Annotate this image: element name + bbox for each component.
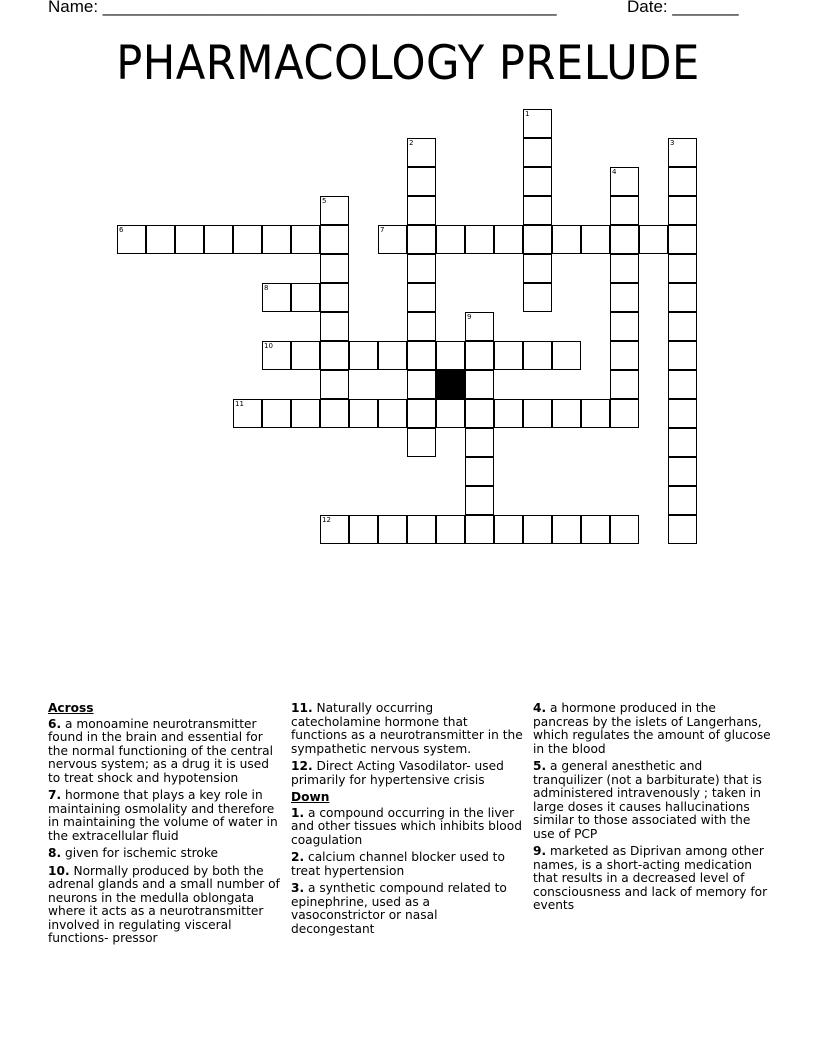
across-heading: Across [48,701,94,715]
grid-cell[interactable] [465,457,494,486]
grid-cell[interactable] [494,399,523,428]
grid-cell[interactable] [320,312,349,341]
grid-cell[interactable] [262,399,291,428]
clues-column-2 [291,702,523,940]
clue-across-10: 10. Normally produced by both the adrenal glands and a small number of neurons in the medulla oblongata where it acts as a neurotransmitter involved in regulating visceral functions- pressor [48,863,280,945]
clue-down-1: 1. a compound occurring in the liver and other tissues which inhibits blood coagulation [291,805,522,847]
grid-cell[interactable] [349,399,378,428]
grid-cell[interactable] [668,399,697,428]
grid-cell[interactable] [407,341,436,370]
grid-cell[interactable] [320,254,349,283]
clue-number-5: 5 [322,197,327,205]
grid-cell[interactable] [639,225,668,254]
grid-cell[interactable] [610,341,639,370]
grid-cell[interactable] [668,225,697,254]
grid-cell[interactable] [668,254,697,283]
clue-number-7: 7 [380,226,385,234]
clue-down-9: 9. marketed as Diprivan among other names, is a short-acting medication that results in a decreased level of consciousness and lack of memory for events [533,844,768,912]
clue-down-2: 2. calcium channel blocker used to treat hypertension [291,850,505,878]
clue-number-10: 10 [264,342,273,350]
grid-cell[interactable] [378,399,407,428]
grid-cell[interactable] [349,341,378,370]
grid-cell[interactable] [320,283,349,312]
grid-cell[interactable] [668,341,697,370]
clue-across-7: 7. hormone that plays a key role in maintaining osmolality and therefore in maintaining the volume of water in the extracellular fluid [48,788,278,843]
grid-cell[interactable] [610,225,639,254]
grid-cell[interactable] [552,341,581,370]
grid-cell[interactable] [610,254,639,283]
clue-number-8: 8 [264,284,269,292]
grid-cell[interactable] [668,370,697,399]
grid-cell[interactable] [668,428,697,457]
grid-cell[interactable] [436,341,465,370]
grid-cell[interactable] [407,254,436,283]
grid-cell[interactable] [610,399,639,428]
grid-cell[interactable] [291,399,320,428]
grid-cell[interactable] [407,312,436,341]
grid-cell[interactable] [610,312,639,341]
grid-cell[interactable] [233,225,262,254]
grid-cell[interactable] [668,167,697,196]
grid-cell[interactable] [581,515,610,544]
grid-cell[interactable] [668,486,697,515]
grid-cell[interactable] [320,225,349,254]
grid-cell[interactable] [465,428,494,457]
clues-column-3 [533,702,771,917]
grid-cell[interactable] [610,515,639,544]
grid-cell[interactable] [291,283,320,312]
grid-cell[interactable] [436,515,465,544]
clue-down-5: 5. a general anesthetic and tranquilizer (not a barbiturate) that is administered intravenously ; taken in large doses it causes hallucinations similar to those associated with the use of PCP [533,759,762,841]
grid-cell[interactable] [523,254,552,283]
grid-cell[interactable] [552,399,581,428]
grid-cell[interactable] [320,370,349,399]
grid-cell[interactable] [436,225,465,254]
grid-cell[interactable] [523,138,552,167]
grid-cell[interactable] [465,399,494,428]
grid-cell[interactable] [378,341,407,370]
grid-cell[interactable] [436,399,465,428]
grid-cell[interactable] [204,225,233,254]
grid-cell[interactable] [610,196,639,225]
clue-number-4: 4 [612,168,617,176]
clue-number-2: 2 [409,139,414,147]
grid-cell[interactable] [523,225,552,254]
grid-cell[interactable] [581,399,610,428]
grid-cell[interactable] [407,167,436,196]
grid-cell[interactable] [407,428,436,457]
clue-number-11: 11 [235,400,244,408]
clue-across-12: 12. Direct Acting Vasodilator- used primarily for hypertensive crisis [291,759,504,787]
clue-number-3: 3 [670,139,675,147]
grid-cell[interactable] [320,399,349,428]
down-heading: Down [291,790,330,804]
grid-cell[interactable] [465,341,494,370]
grid-cell[interactable] [668,312,697,341]
clue-across-8: 8. given for ischemic stroke [48,846,219,860]
grid-cell[interactable] [668,515,697,544]
grid-cell[interactable] [610,370,639,399]
clue-down-3: 3. a synthetic compound related to epinephrine, used as a vasoconstrictor or nasal decongestant [291,881,507,936]
grid-cell[interactable] [407,399,436,428]
grid-cell[interactable] [407,283,436,312]
grid-cell[interactable] [552,225,581,254]
page-title: PHARMACOLOGY PRELUDE [116,36,700,91]
grid-cell[interactable] [523,399,552,428]
grid-cell[interactable] [668,457,697,486]
grid-cell[interactable] [262,225,291,254]
grid-cell[interactable] [349,515,378,544]
grid-cell[interactable] [581,225,610,254]
grid-cell[interactable] [610,283,639,312]
grid-cell[interactable] [523,341,552,370]
grid-cell[interactable] [668,196,697,225]
clue-across-11: 11. Naturally occurring catecholamine hormone that functions as a neurotransmitter in the sympathetic nervous system. [291,701,523,756]
name-field-label: Name: ________________________________________________ [48,0,557,16]
grid-cell[interactable] [407,515,436,544]
grid-cell[interactable] [146,225,175,254]
date-field-label: Date: _______ [627,0,739,16]
grid-cell[interactable] [407,225,436,254]
grid-cell[interactable] [465,515,494,544]
clue-down-4: 4. a hormone produced in the pancreas by the islets of Langerhans, which regulates the amount of glucose in the blood [533,701,771,756]
grid-cell[interactable] [552,515,581,544]
grid-cell[interactable] [465,225,494,254]
grid-cell[interactable] [407,196,436,225]
grid-cell[interactable] [291,225,320,254]
clue-across-6: 6. a monoamine neurotransmitter found in the brain and essential for the normal functioning of the central nervous system; as a drug it is used to treat shock and hypotension [48,716,274,785]
grid-cell[interactable] [175,225,204,254]
clue-number-9: 9 [467,313,472,321]
grid-cell[interactable] [465,486,494,515]
clue-number-12: 12 [322,516,331,524]
grid-cell[interactable] [407,370,436,399]
grid-cell[interactable] [523,515,552,544]
grid-cell[interactable] [494,225,523,254]
grid-cell[interactable] [668,283,697,312]
grid-cell[interactable] [378,515,407,544]
grid-cell[interactable] [494,341,523,370]
grid-cell[interactable] [494,515,523,544]
grid-cell[interactable] [523,196,552,225]
clue-number-1: 1 [525,110,530,118]
clues-column-1 [48,702,284,950]
black-square [436,370,465,399]
clue-number-6: 6 [119,226,124,234]
grid-cell[interactable] [465,370,494,399]
grid-cell[interactable] [291,341,320,370]
grid-cell[interactable] [523,283,552,312]
grid-cell[interactable] [523,167,552,196]
grid-cell[interactable] [320,341,349,370]
